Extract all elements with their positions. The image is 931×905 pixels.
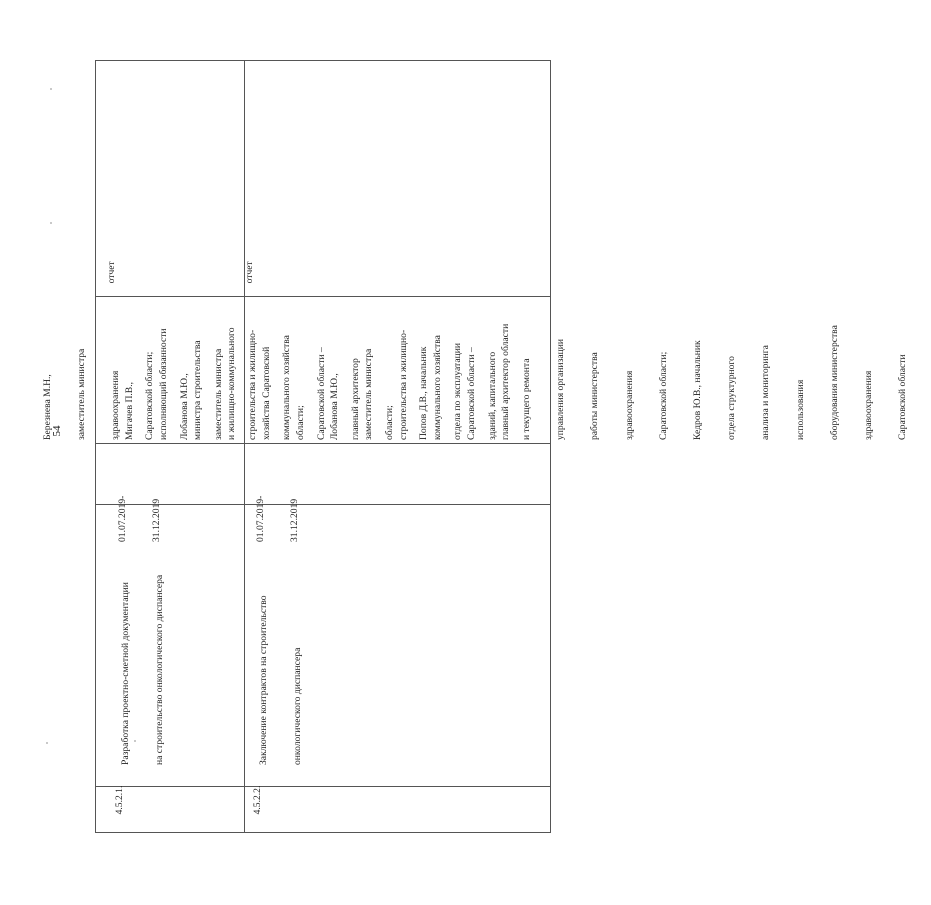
- cell-text: и текущего ремонта: [520, 358, 532, 440]
- row-2-result: [233, 59, 256, 297]
- cell-text: Заключение контрактов на строительство: [257, 595, 269, 765]
- cell-text: области;: [383, 405, 395, 440]
- cell-text: онкологического диспансера: [292, 647, 304, 765]
- cell-text: Мигачев П.В.,: [123, 381, 135, 440]
- cell-text: строительства и жилищно-: [246, 329, 258, 440]
- cell-text: министра строительства: [192, 340, 204, 440]
- cell-text: на строительство онкологического диспансера: [154, 574, 166, 765]
- cell-text: главный архитектор: [349, 358, 361, 440]
- cell-text: Березнева М.Н.,: [41, 374, 53, 440]
- cell-text: 4.5.2.1.: [114, 785, 126, 815]
- cell-text: и жилищно-коммунального: [226, 327, 238, 440]
- cell-text: здравоохранения: [623, 370, 635, 440]
- cell-text: хозяйства Саратовской: [260, 346, 272, 440]
- cell-text: исполняющий обязанности: [158, 328, 170, 440]
- row-2-number: [241, 785, 264, 826]
- cell-text: Кедров Ю.В., начальник: [691, 340, 703, 440]
- cell-text: заместитель министра: [212, 348, 224, 440]
- row-1-result: [95, 59, 118, 297]
- row-2-responsible: [19, 296, 908, 444]
- cell-text: 31.12.2019: [151, 498, 163, 542]
- table-border-bottom: [95, 832, 551, 833]
- cell-text: отдела структурного: [725, 356, 737, 440]
- page-number: 54: [51, 425, 63, 437]
- column-divider: [95, 786, 551, 787]
- row-1-number: [103, 785, 126, 826]
- cell-text: зданий, капитального: [486, 351, 498, 440]
- cell-text: заместитель министра: [75, 348, 87, 440]
- cell-text: отдела по эксплуатации: [451, 342, 463, 440]
- cell-text: здравоохранения: [862, 370, 874, 440]
- cell-text: использования: [794, 379, 806, 440]
- cell-text: отчет: [106, 261, 118, 284]
- cell-text: области;: [294, 405, 306, 440]
- cell-text: работы министерства: [588, 352, 600, 440]
- cell-text: коммунального хозяйства: [280, 335, 292, 440]
- table-border-top: [95, 60, 551, 61]
- cell-text: 31.12.2019: [289, 498, 301, 542]
- cell-text: главный архитектор области: [500, 323, 512, 440]
- cell-text: 01.07.2019-: [116, 495, 128, 542]
- cell-text: Попов Д.В., начальник: [417, 346, 429, 440]
- cell-text: строительства и жилищно-: [397, 329, 409, 440]
- scan-speck: [46, 742, 48, 744]
- cell-text: Лобанова М.Ю.,: [329, 373, 341, 440]
- cell-text: Саратовской области;: [657, 351, 669, 440]
- cell-text: управления организации: [554, 338, 566, 440]
- cell-text: 4.5.2.2.: [252, 785, 264, 815]
- cell-text: коммунального хозяйства: [431, 335, 443, 440]
- scan-speck: [50, 222, 52, 224]
- cell-text: 01.07.2019-: [254, 495, 266, 542]
- cell-text: заместитель министра: [363, 348, 375, 440]
- cell-text: оборудования министерства: [828, 325, 840, 440]
- cell-text: Лобанова М.Ю.,: [178, 373, 190, 440]
- cell-text: Разработка проектно-сметной документации: [119, 582, 131, 765]
- cell-text: Саратовской области –: [315, 347, 327, 440]
- cell-text: Саратовской области –: [466, 347, 477, 440]
- table-border-right: [550, 60, 551, 833]
- scan-speck: [50, 88, 52, 90]
- cell-text: анализа и мониторинга: [759, 345, 771, 440]
- cell-text: отчет: [244, 261, 256, 284]
- cell-text: Саратовской области;: [143, 351, 155, 440]
- cell-text: Саратовской области: [896, 354, 908, 440]
- cell-text: здравоохранения: [109, 370, 121, 440]
